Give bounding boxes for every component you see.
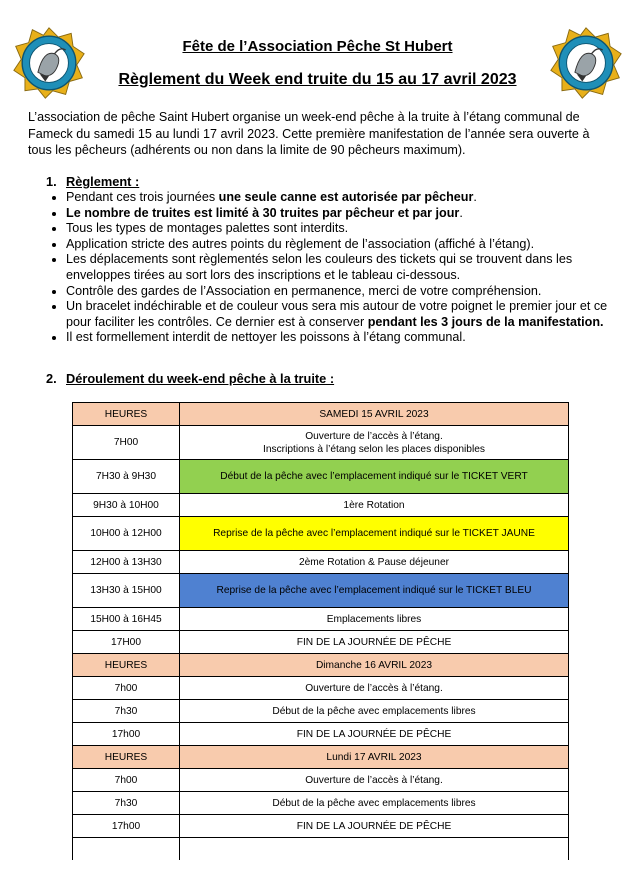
rule-item	[66, 206, 611, 222]
schedule-activity	[180, 631, 569, 654]
activity-text: Ouverture de l’accès à l’étang.	[305, 682, 443, 694]
schedule-time: HEURES	[73, 746, 180, 769]
rule-text: Il est formellement interdit de nettoyer les poissons à l’étang communal.	[66, 330, 466, 345]
document-title: Fête de l’Association Pêche St Hubert	[182, 38, 453, 55]
schedule-activity	[180, 494, 569, 517]
rule-text: Un bracelet indéchirable et de couleur vous sera mis autour de votre poignet le premier jour et ce pour faciliter les contrôles. Ce dernier est à conserver	[66, 299, 608, 329]
activity-text: FIN DE LA JOURNÉE DE PÊCHE	[296, 636, 452, 648]
activity-text: FIN DE LA JOURNÉE DE PÊCHE	[296, 728, 452, 740]
rule-emphasis: Le nombre de truites est limité à 30 truites par pêcheur et par jour	[66, 205, 460, 220]
schedule-row	[73, 723, 569, 746]
schedule-activity	[180, 517, 569, 551]
activity-text: Début de la pêche avec l’emplacement indiqué sur le TICKET VERT	[220, 471, 528, 482]
activity-text: Ouverture de l’accès à l’étang.	[305, 774, 443, 786]
activity-text: Début de la pêche avec emplacements libres	[272, 797, 476, 809]
section-number: 2.	[46, 371, 57, 386]
activity-text: Reprise de la pêche avec l’emplacement indiqué sur le TICKET BLEU	[216, 585, 532, 596]
schedule-time: 7h00	[73, 677, 180, 700]
rule-text: Application stricte des autres points du règlement de l’association (affiché à l’étang).	[66, 236, 535, 251]
schedule-row	[73, 574, 569, 608]
schedule-activity	[180, 700, 569, 723]
schedule-row	[73, 631, 569, 654]
activity-text-line2: Inscriptions à l’étang selon les places disponibles	[263, 443, 485, 455]
schedule-time: 10H00 à 12H00	[73, 517, 180, 551]
schedule-time: 7H30 à 9H30	[73, 460, 180, 494]
document-subtitle: Règlement du Week end truite du 15 au 17 avril 2023	[118, 71, 517, 88]
schedule-day-header	[73, 746, 569, 769]
schedule-time: 7h00	[73, 769, 180, 792]
section-heading-reglement	[46, 174, 139, 189]
schedule-activity	[180, 426, 569, 460]
schedule-day-header	[73, 403, 569, 426]
activity-text: SAMEDI 15 AVRIL 2023	[319, 408, 429, 420]
intro-paragraph: L’association de pêche Saint Hubert organise un week-end pêche à la truite à l’étang communal de Fameck du samedi 15 au lundi 17 avril 2023. Cette première manifestation de l’année sera ouverte à tous les pêcheurs (adhérents ou non dans la limite de 90 pêcheurs maximum).	[28, 110, 590, 157]
schedule-time: HEURES	[73, 403, 180, 426]
rule-emphasis: pendant les 3 jours de la manifestation.	[367, 314, 604, 329]
schedule-activity	[180, 654, 569, 677]
schedule-time: 17h00	[73, 815, 180, 838]
schedule-activity	[180, 551, 569, 574]
schedule-row	[73, 517, 569, 551]
schedule-row	[73, 551, 569, 574]
rule-emphasis: une seule canne est autorisée par pêcheur	[218, 190, 474, 204]
schedule-activity	[180, 677, 569, 700]
schedule-activity	[180, 608, 569, 631]
rule-text: Pendant ces trois journées	[66, 190, 219, 204]
rule-item	[66, 299, 611, 330]
schedule-time: 7H00	[73, 426, 180, 460]
rule-text: .	[459, 205, 463, 220]
section-number: 1.	[46, 174, 57, 189]
activity-text: 1ère Rotation	[343, 499, 405, 511]
schedule-time: 7h30	[73, 792, 180, 815]
schedule-activity	[180, 574, 569, 608]
schedule-time: 7h30	[73, 700, 180, 723]
schedule-activity	[180, 769, 569, 792]
rule-text: Les déplacements sont règlementés selon les couleurs des tickets qui se trouvent dans les enveloppes tirées au sort lors des inscriptions et le tableau ci-dessous.	[66, 252, 573, 282]
activity-text: Ouverture de l’accès à l’étang.	[305, 430, 443, 442]
activity-text: Lundi 17 AVRIL 2023	[326, 751, 422, 763]
rule-text: Contrôle des gardes de l’Association en permanence, merci de votre compréhension.	[66, 283, 542, 298]
schedule-row	[73, 608, 569, 631]
schedule-activity	[180, 792, 569, 815]
schedule-activity	[180, 746, 569, 769]
rule-item	[66, 284, 611, 300]
rule-item	[66, 330, 611, 346]
rule-item	[66, 190, 611, 206]
schedule-row	[73, 460, 569, 494]
activity-text: Reprise de la pêche avec l’emplacement indiqué sur le TICKET JAUNE	[213, 528, 535, 539]
schedule-time: 13H30 à 15H00	[73, 574, 180, 608]
schedule-time: 15H00 à 16H45	[73, 608, 180, 631]
schedule-row	[73, 769, 569, 792]
schedule-activity	[180, 838, 569, 861]
schedule-row	[73, 815, 569, 838]
rule-text: Tous les types de montages palettes sont interdits.	[66, 221, 349, 236]
schedule-row	[73, 838, 569, 861]
schedule-time: 12H00 à 13H30	[73, 551, 180, 574]
activity-text: Dimanche 16 AVRIL 2023	[315, 659, 433, 671]
activity-text: FIN DE LA JOURNÉE DE PÊCHE	[296, 820, 452, 832]
schedule-row	[73, 426, 569, 460]
schedule-row	[73, 494, 569, 517]
rules-list	[48, 190, 611, 346]
activity-text: Début de la pêche avec emplacements libres	[272, 705, 476, 717]
schedule-row	[73, 677, 569, 700]
schedule-table	[72, 402, 569, 860]
schedule-activity	[180, 403, 569, 426]
rule-text: .	[473, 190, 477, 204]
schedule-activity	[180, 723, 569, 746]
schedule-time: HEURES	[73, 654, 180, 677]
schedule-time: 9H30 à 10H00	[73, 494, 180, 517]
activity-text: Emplacements libres	[326, 613, 422, 625]
schedule-time: 17H00	[73, 631, 180, 654]
schedule-time	[73, 838, 180, 861]
rule-item	[66, 252, 611, 283]
schedule-row	[73, 792, 569, 815]
section-heading-deroulement	[46, 371, 334, 386]
section-title: Règlement :	[66, 174, 140, 189]
rule-item	[66, 221, 611, 237]
rule-item	[66, 237, 611, 253]
schedule-activity	[180, 815, 569, 838]
section-title: Déroulement du week-end pêche à la truite :	[66, 371, 335, 386]
schedule-row	[73, 700, 569, 723]
activity-text: 2ème Rotation & Pause déjeuner	[298, 556, 450, 568]
schedule-time: 17h00	[73, 723, 180, 746]
schedule-day-header	[73, 654, 569, 677]
schedule-activity	[180, 460, 569, 494]
